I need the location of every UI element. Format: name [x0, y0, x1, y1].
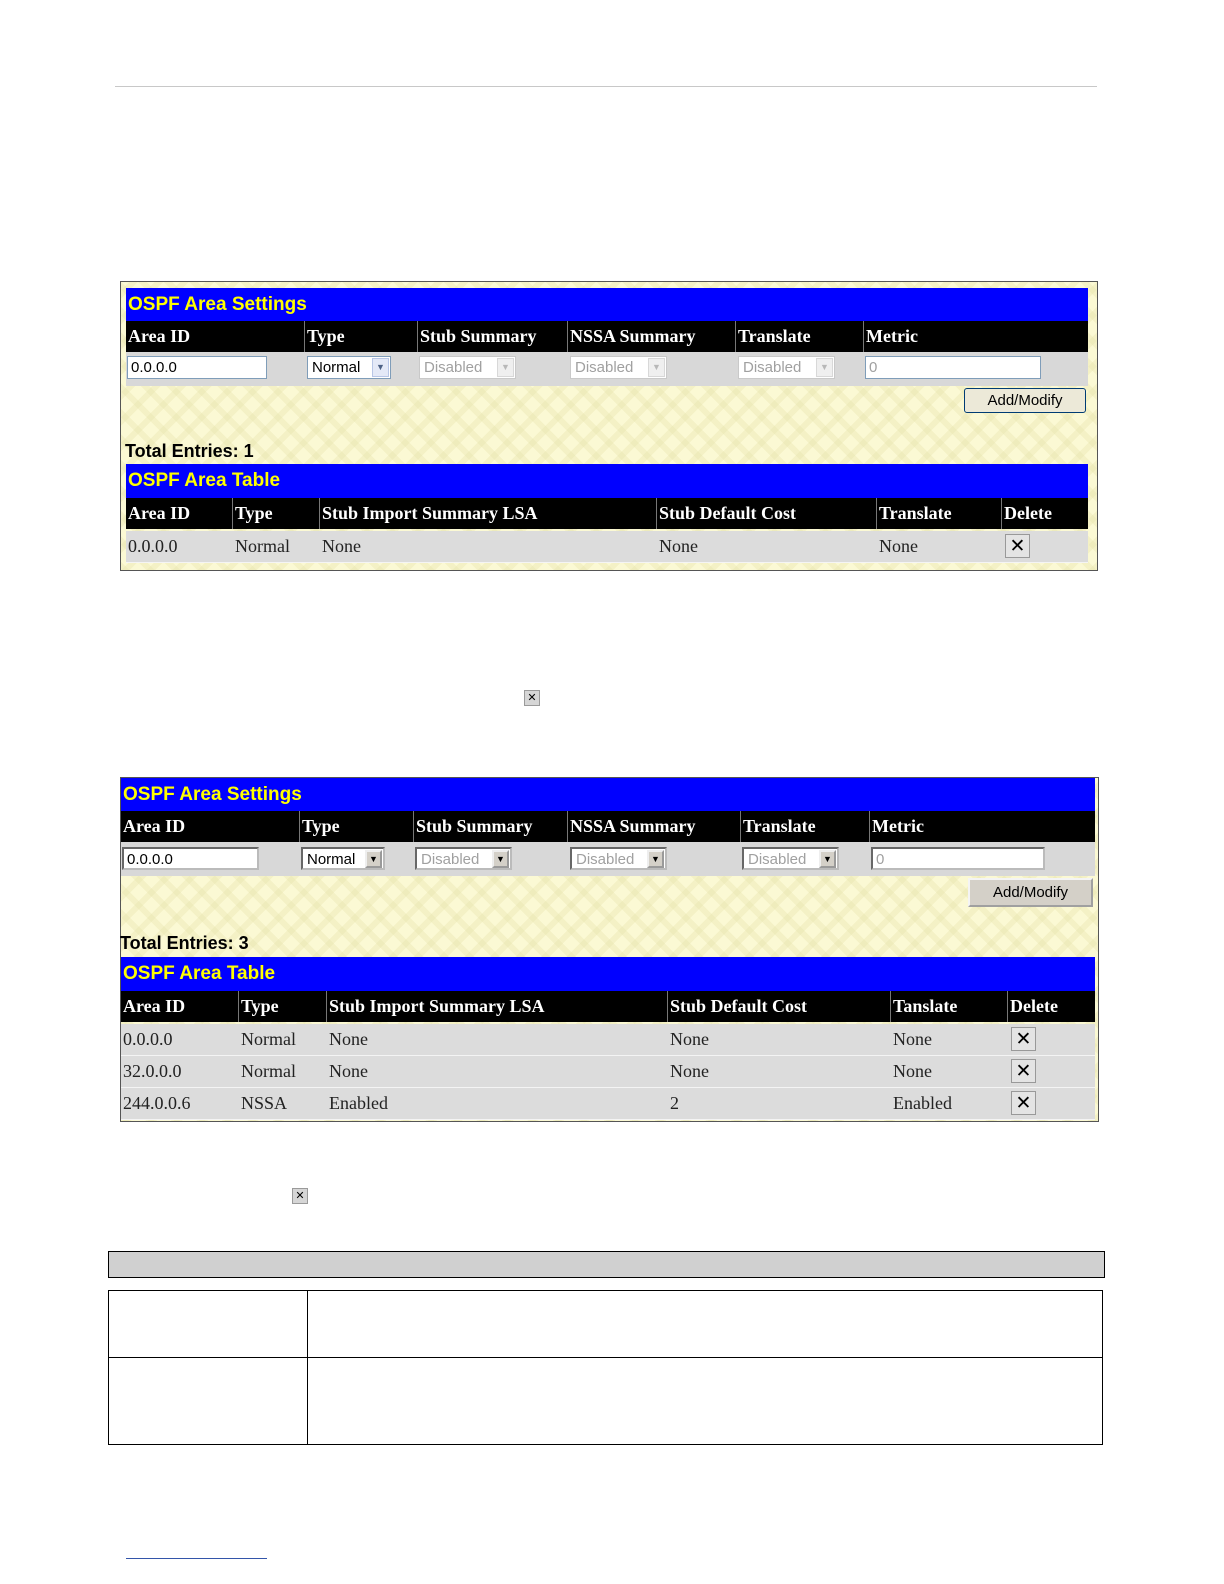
chevron-down-icon: ▼	[492, 850, 509, 868]
cell-stub-import: None	[329, 1029, 368, 1049]
footer-link-underline	[126, 1558, 267, 1559]
col-stub-import: Stub Import Summary LSA	[327, 991, 668, 1022]
cell-delete	[1008, 1056, 1095, 1087]
nssa-summary-select[interactable]	[570, 356, 667, 379]
translate-value: Disabled	[748, 851, 807, 868]
cell-area-id: 0.0.0.0	[128, 536, 178, 556]
settings-header-row	[121, 811, 1095, 842]
cell-delete	[1002, 531, 1088, 562]
delete-icon[interactable]: ✕	[1011, 1059, 1036, 1083]
table-title: OSPF Area Table	[121, 957, 1095, 991]
stub-summary-select[interactable]	[415, 847, 512, 870]
translate-select[interactable]	[742, 847, 839, 870]
col-type: Type	[300, 811, 414, 842]
cell-type: Normal	[235, 536, 290, 556]
col-stub-summary: Stub Summary	[414, 811, 568, 842]
col-area-id: Area ID	[121, 991, 239, 1022]
chevron-down-icon: ▼	[819, 850, 836, 868]
chevron-down-icon: ▼	[365, 850, 382, 868]
table-row	[121, 1088, 1095, 1120]
cell-translate: Enabled	[893, 1093, 952, 1113]
table-row	[126, 531, 1088, 563]
table-header-row	[126, 498, 1088, 529]
chevron-down-icon: ▼	[372, 358, 389, 377]
nssa-summary-select[interactable]	[570, 847, 667, 870]
stub-summary-select[interactable]	[419, 356, 516, 379]
ospf-area-panel-2	[120, 777, 1099, 1122]
col-metric: Metric	[866, 326, 918, 346]
col-translate: Translate	[877, 498, 1002, 529]
cell-stub-import: None	[329, 1061, 368, 1081]
chevron-down-icon: ▼	[497, 358, 514, 377]
table-header-row	[121, 991, 1095, 1022]
delete-icon[interactable]: ✕	[1011, 1027, 1036, 1051]
chevron-down-icon: ▼	[647, 850, 664, 868]
cell-stub-cost: None	[659, 536, 698, 556]
col-nssa-summary: NSSA Summary	[568, 321, 736, 352]
cell-type: NSSA	[241, 1093, 288, 1113]
col-area-id: Area ID	[121, 811, 300, 842]
translate-select[interactable]	[738, 356, 835, 379]
type-select[interactable]	[301, 847, 385, 870]
area-id-input[interactable]: 0.0.0.0	[122, 847, 259, 870]
col-type: Type	[239, 991, 327, 1022]
ospf-area-panel-1	[120, 281, 1098, 571]
type-select[interactable]	[307, 356, 391, 379]
col-delete: Delete	[1004, 503, 1052, 523]
cell-delete	[1008, 1088, 1095, 1119]
delete-icon[interactable]: ✕	[1005, 534, 1030, 558]
settings-title: OSPF Area Settings	[126, 288, 1088, 322]
cell-translate: None	[893, 1029, 932, 1049]
cell-type: Normal	[241, 1029, 296, 1049]
parameter-table-divider	[307, 1291, 308, 1444]
cell-stub-import: Enabled	[329, 1093, 388, 1113]
col-area-id: Area ID	[126, 321, 305, 352]
col-area-id: Area ID	[126, 498, 233, 529]
col-translate: Translate	[741, 811, 870, 842]
cell-area-id: 32.0.0.0	[123, 1061, 182, 1081]
parameter-table-row-divider	[109, 1357, 1102, 1358]
cell-translate: None	[879, 536, 918, 556]
nssa-summary-value: Disabled	[575, 359, 634, 376]
cell-area-id: 244.0.0.6	[123, 1093, 191, 1113]
cell-stub-cost: None	[670, 1029, 709, 1049]
table-title: OSPF Area Table	[126, 464, 1088, 498]
col-delete: Delete	[1010, 996, 1058, 1016]
cell-stub-cost: None	[670, 1061, 709, 1081]
col-stub-import: Stub Import Summary LSA	[320, 498, 657, 529]
col-translate: Translate	[736, 321, 864, 352]
metric-input[interactable]: 0	[871, 847, 1045, 870]
nssa-summary-value: Disabled	[576, 851, 635, 868]
close-icon: ✕	[292, 1188, 308, 1204]
cell-stub-import: None	[322, 536, 361, 556]
parameter-table-header	[108, 1251, 1105, 1278]
type-select-value: Normal	[312, 359, 361, 376]
col-stub-cost: Stub Default Cost	[668, 991, 891, 1022]
add-modify-button[interactable]: Add/Modify	[968, 878, 1093, 907]
parameter-table	[108, 1290, 1103, 1445]
col-type: Type	[305, 321, 418, 352]
cell-type: Normal	[241, 1061, 296, 1081]
stub-summary-value: Disabled	[421, 851, 480, 868]
cell-translate: None	[893, 1061, 932, 1081]
stub-summary-value: Disabled	[424, 359, 483, 376]
settings-title: OSPF Area Settings	[121, 778, 1095, 811]
col-nssa-summary: NSSA Summary	[568, 811, 741, 842]
metric-input[interactable]: 0	[865, 356, 1041, 379]
table-row	[121, 1024, 1095, 1056]
col-metric: Metric	[872, 816, 924, 836]
col-type: Type	[233, 498, 320, 529]
delete-icon[interactable]: ✕	[1011, 1091, 1036, 1115]
type-select-value: Normal	[307, 851, 356, 868]
area-id-input[interactable]: 0.0.0.0	[127, 356, 267, 379]
total-entries: Total Entries: 1	[125, 441, 254, 461]
total-entries: Total Entries: 3	[120, 933, 249, 953]
cell-area-id: 0.0.0.0	[123, 1029, 173, 1049]
col-stub-cost: Stub Default Cost	[657, 498, 877, 529]
page-header-rule	[115, 86, 1097, 87]
col-translate: Tanslate	[891, 991, 1008, 1022]
cell-delete	[1008, 1024, 1095, 1055]
add-modify-button[interactable]: Add/Modify	[964, 388, 1086, 413]
chevron-down-icon: ▼	[648, 358, 665, 377]
close-icon: ✕	[524, 690, 540, 706]
col-stub-summary: Stub Summary	[418, 321, 568, 352]
translate-value: Disabled	[743, 359, 802, 376]
chevron-down-icon: ▼	[816, 358, 833, 377]
cell-stub-cost: 2	[670, 1093, 679, 1113]
table-row	[121, 1056, 1095, 1088]
settings-header-row	[126, 321, 1088, 352]
